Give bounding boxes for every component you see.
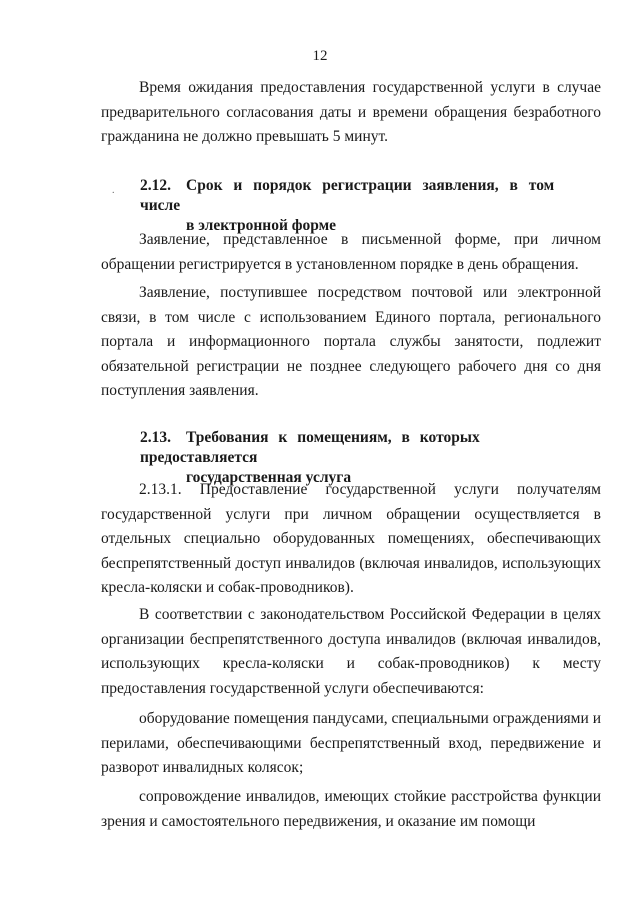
paragraph-2-13-1: 2.13.1. Предоставление государственной услуги получателям государственной услуги при личном обращении осуществляется в отдельных специально оборудованных помещениях, обеспечивающих беспрепятственный доступ инвалидов (включая инвалидов, использующих кресла-коляски и собак-проводников). xyxy=(101,481,601,596)
paragraph-waiting-time: Время ожидания предоставления государственной услуги в случае предварительного согласования даты и времени обращения безработного гражданина не должно превышать 5 минут. xyxy=(101,79,601,145)
section-heading-2-12 xyxy=(140,176,602,236)
section-title-line2: в электронной форме xyxy=(186,217,337,234)
section-title-line2: государственная услуга xyxy=(186,469,352,486)
margin-mark: . xyxy=(112,185,115,196)
page-number: 12 xyxy=(312,48,328,64)
paragraph-legislation: В соответствии с законодательством Российской Федерации в целях организации беспрепятственного доступа инвалидов (включая инвалидов, использующих кресла-коляски и собак-проводников) к месту предоставления государственной услуги обеспечиваются: xyxy=(101,606,601,697)
paragraph-escort: сопровождение инвалидов, имеющих стойкие расстройства функции зрения и самостоятельного передвижения, и оказание им помощи xyxy=(101,788,601,830)
section-title-line1: Требования к помещениям, в которых предоставляется xyxy=(140,429,480,466)
section-number: 2.13. xyxy=(140,429,171,446)
section-title-line1: Срок и порядок регистрации заявления, в том числе xyxy=(140,177,555,214)
section-number: 2.12. xyxy=(140,177,171,194)
paragraph-written-application: Заявление, представленное в письменной форме, при личном обращении регистрируется в установленном порядке в день обращения. xyxy=(101,231,601,273)
paragraph-equipment: оборудование помещения пандусами, специальными ограждениями и перилами, обеспечивающими беспрепятственный вход, передвижение и разворот инвалидных колясок; xyxy=(101,710,601,776)
paragraph-electronic-application: Заявление, поступившее посредством почтовой или электронной связи, в том числе с использованием Единого портала, регионального портала и информационного портала службы занятости, подлежит обязательной регистрации не позднее следующего рабочего дня со дня поступления заявления. xyxy=(101,284,601,399)
